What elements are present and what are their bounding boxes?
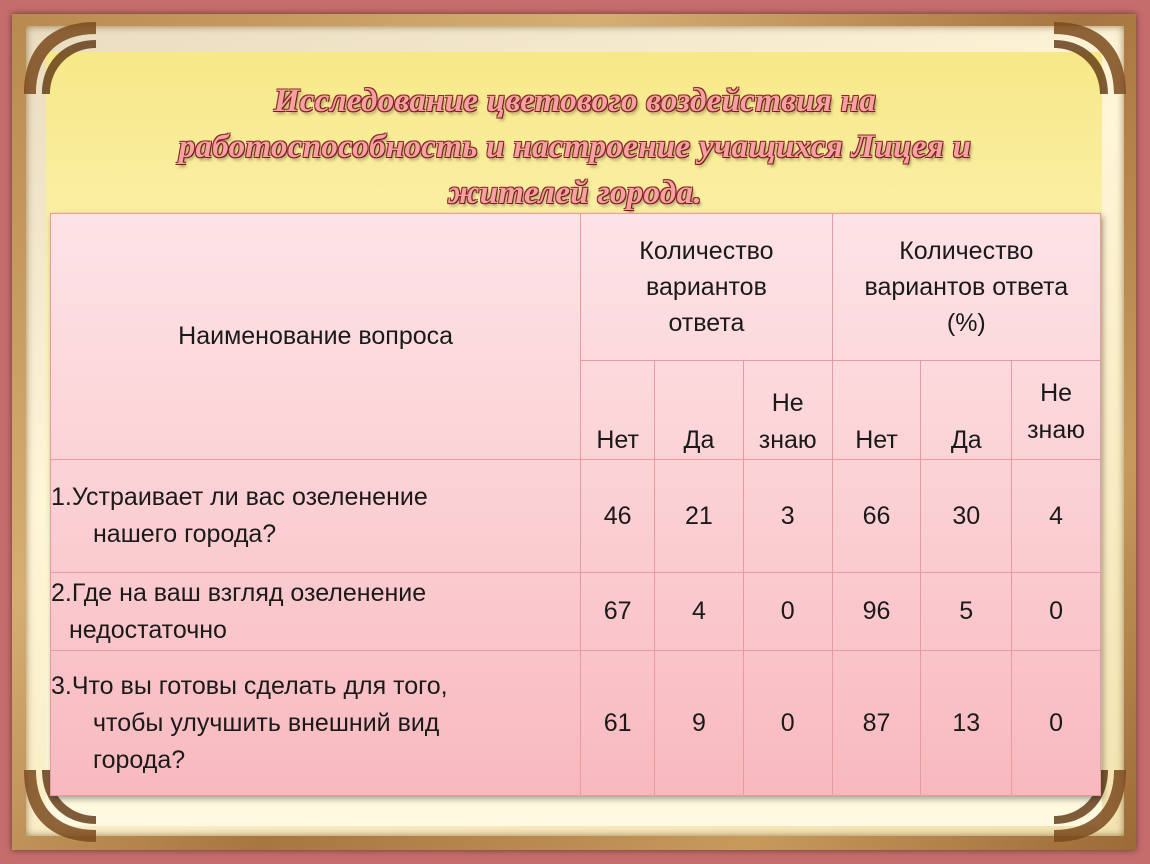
corner-ornament-icon <box>1050 18 1130 98</box>
percent-no-cell: 96 <box>832 573 921 651</box>
percent-no-cell: 66 <box>832 460 921 573</box>
header-line: (%) <box>946 309 986 337</box>
slide-title <box>100 78 1050 216</box>
question-text: города? <box>93 745 186 774</box>
question-cell <box>51 573 581 651</box>
question-text: нашего города? <box>93 520 277 548</box>
table-row <box>51 573 1101 651</box>
count-group-header <box>581 214 832 361</box>
percent-group-header <box>832 214 1100 361</box>
header-line: знаю <box>1027 416 1086 444</box>
question-cell <box>51 460 581 573</box>
percent-yes-cell: 5 <box>921 573 1012 651</box>
count-dontknow-cell: 0 <box>743 573 832 651</box>
count-dontknow-cell: 0 <box>743 651 832 796</box>
question-cell <box>51 651 581 796</box>
question-text: 2.Где на ваш взгляд озеленение <box>51 578 427 607</box>
title-line: работоспособность и настроение учащихся Лицея и <box>178 129 972 165</box>
header-line: вариантов ответа <box>864 273 1069 301</box>
header-line: вариантов <box>646 273 767 301</box>
header-line: Количество <box>639 237 774 265</box>
count-no-cell: 46 <box>581 460 655 573</box>
percent-no-cell: 87 <box>832 651 921 796</box>
count-yes-header: Да <box>655 361 744 460</box>
header-line: Не <box>771 389 804 417</box>
percent-dontknow-cell: 4 <box>1012 460 1101 573</box>
count-yes-cell: 9 <box>655 651 744 796</box>
count-no-cell: 67 <box>581 573 655 651</box>
table-row <box>51 460 1101 573</box>
header-line: Не <box>1040 379 1073 407</box>
question-column-header: Наименование вопроса <box>51 214 581 460</box>
corner-ornament-icon <box>20 18 100 98</box>
table-row <box>51 651 1101 796</box>
percent-yes-cell: 30 <box>921 460 1012 573</box>
count-yes-cell: 21 <box>655 460 744 573</box>
percent-dontknow-cell: 0 <box>1012 573 1101 651</box>
percent-yes-cell: 13 <box>921 651 1012 796</box>
header-line: ответа <box>668 309 745 337</box>
question-text: чтобы улучшить внешний вид <box>93 708 440 737</box>
question-text: недостаточно <box>69 615 227 644</box>
title-line: жителей города. <box>448 175 702 211</box>
percent-dontknow-header <box>1012 361 1101 460</box>
header-line: знаю <box>758 426 817 454</box>
percent-dontknow-cell: 0 <box>1012 651 1101 796</box>
question-text: 3.Что вы готовы сделать для того, <box>51 671 448 700</box>
count-no-header: Нет <box>581 361 655 460</box>
count-dontknow-header <box>743 361 832 460</box>
table-header-row <box>51 214 1101 361</box>
count-yes-cell: 4 <box>655 573 744 651</box>
percent-no-header: Нет <box>832 361 921 460</box>
count-dontknow-cell: 3 <box>743 460 832 573</box>
count-no-cell: 61 <box>581 651 655 796</box>
survey-table <box>50 213 1101 796</box>
question-text: 1.Устраивает ли вас озеленение <box>51 483 428 511</box>
header-line: Количество <box>899 237 1034 265</box>
percent-yes-header: Да <box>921 361 1012 460</box>
title-line: Исследование цветового воздействия на <box>273 83 877 119</box>
